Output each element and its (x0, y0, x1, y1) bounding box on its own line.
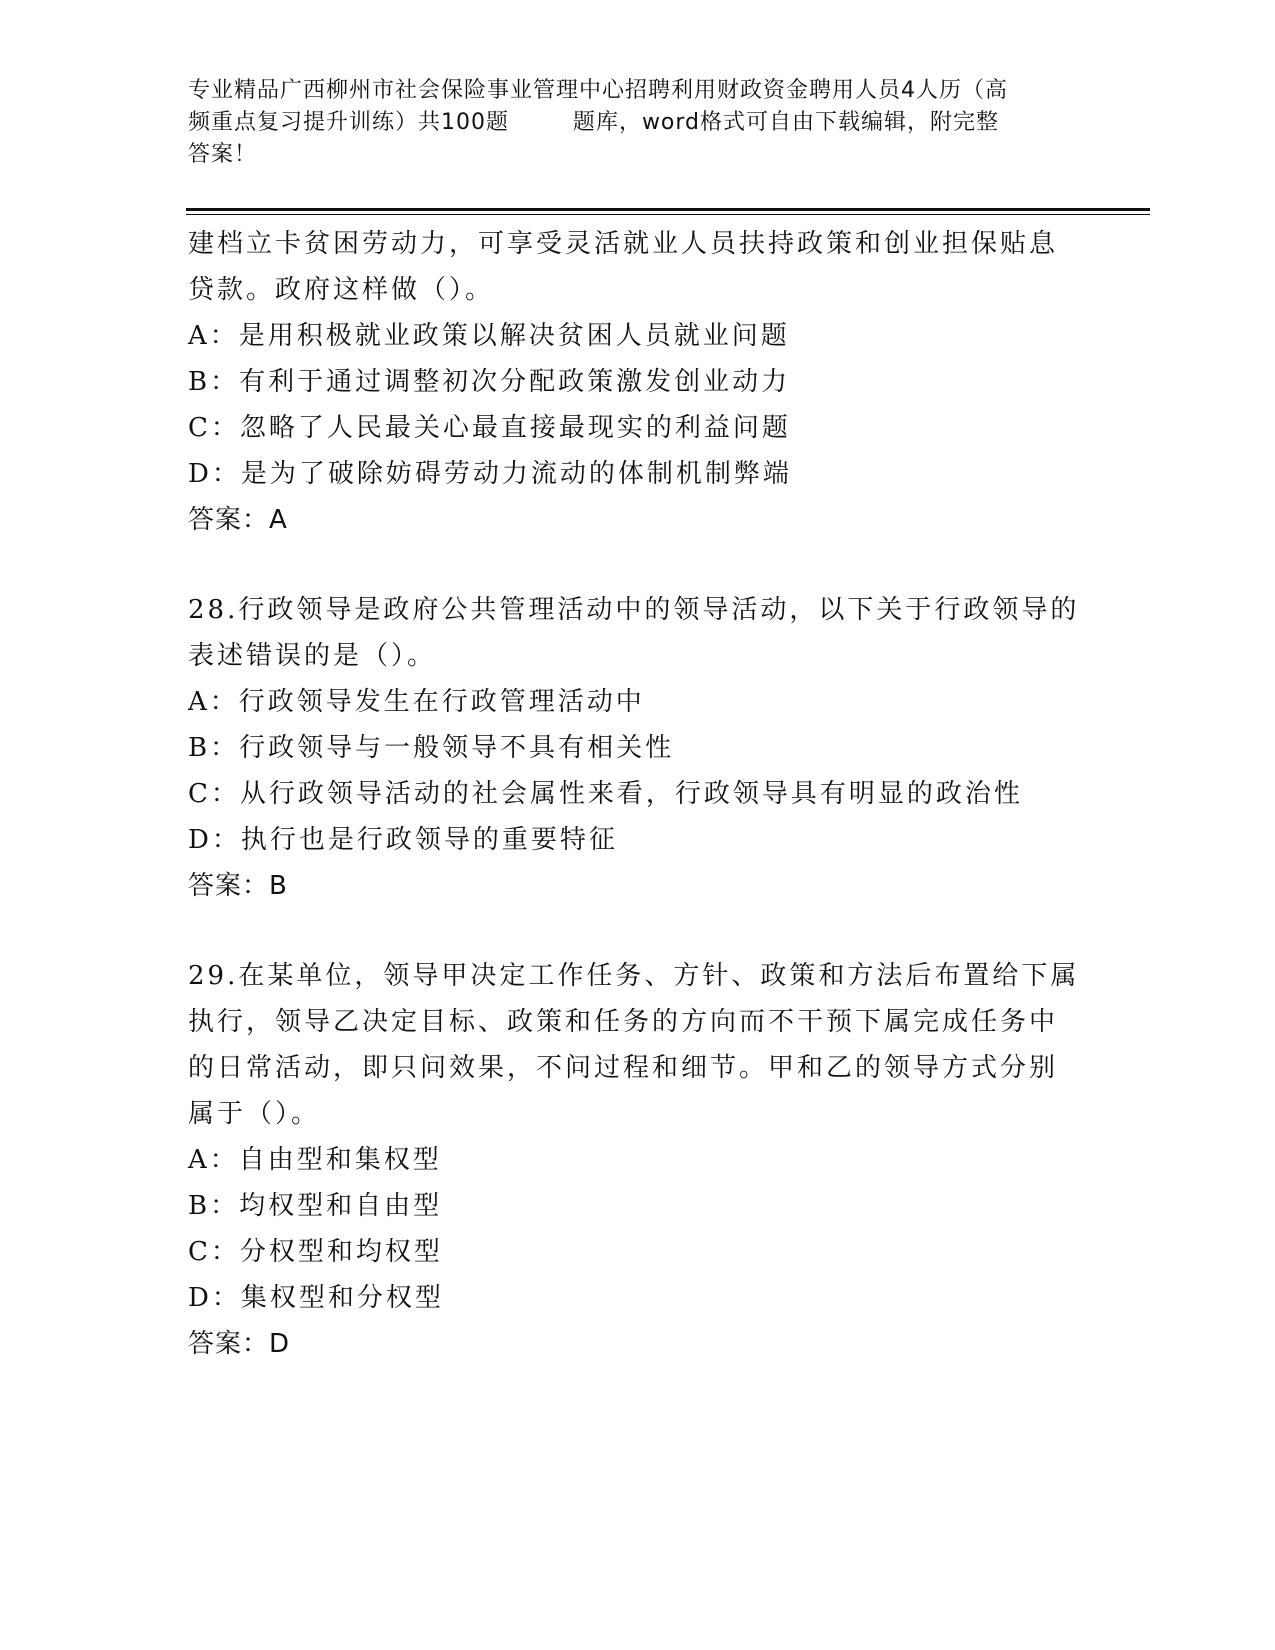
question-list (188, 221, 1088, 1367)
answer-line: 答案：B (188, 871, 288, 901)
option-c: C：忽略了人民最关心最直接最现实的利益问题 (188, 413, 791, 443)
question-stem-line: 执行，领导乙决定目标、政策和任务的方向而不干预下属完成任务中 (188, 1007, 1059, 1037)
question-29 (188, 953, 1088, 1367)
header-line-2: 频重点复习提升训练）共100题 题库，word格式可自由下载编辑，附完整 (188, 110, 1000, 135)
question-stem-line: 建档立卡贫困劳动力，可享受灵活就业人员扶持政策和创业担保贴息 (188, 229, 1059, 259)
option-d: D：执行也是行政领导的重要特征 (188, 825, 618, 855)
option-a: A：行政领导发生在行政管理活动中 (188, 687, 645, 717)
option-c: C：分权型和均权型 (188, 1237, 443, 1267)
question-stem-line: 贷款。政府这样做（）。 (188, 275, 495, 305)
question-27 (188, 221, 1088, 543)
question-stem-line: 29.在某单位，领导甲决定工作任务、方针、政策和方法后布置给下属 (188, 961, 1080, 991)
question-stem-line: 28.行政领导是政府公共管理活动中的领导活动，以下关于行政领导的 (188, 595, 1080, 625)
document-header (188, 75, 1088, 171)
option-c: C：从行政领导活动的社会属性来看，行政领导具有明显的政治性 (188, 779, 1023, 809)
spacer (188, 543, 1088, 587)
question-stem-line: 的日常活动，即只问效果，不问过程和细节。甲和乙的领导方式分别 (188, 1053, 1059, 1083)
spacer (188, 909, 1088, 953)
header-divider-thin (186, 214, 1150, 215)
header-divider-thick (186, 208, 1150, 211)
option-a: A：是用积极就业政策以解决贫困人员就业问题 (188, 321, 790, 351)
option-b: B：行政领导与一般领导不具有相关性 (188, 733, 675, 763)
header-line-3: 答案！ (188, 142, 258, 167)
option-b: B：均权型和自由型 (188, 1191, 443, 1221)
question-stem-line: 表述错误的是（）。 (188, 641, 437, 671)
option-d: D：集权型和分权型 (188, 1283, 444, 1313)
option-a: A：自由型和集权型 (188, 1145, 442, 1175)
option-d: D：是为了破除妨碍劳动力流动的体制机制弊端 (188, 459, 792, 489)
option-b: B：有利于通过调整初次分配政策激发创业动力 (188, 367, 791, 397)
answer-line: 答案：A (188, 505, 288, 535)
question-28 (188, 587, 1088, 909)
answer-line: 答案：D (188, 1329, 291, 1359)
question-stem-line: 属于（）。 (188, 1099, 321, 1129)
header-line-1: 专业精品广西柳州市社会保险事业管理中心招聘利用财政资金聘用人员4人历（高 (188, 78, 1008, 103)
